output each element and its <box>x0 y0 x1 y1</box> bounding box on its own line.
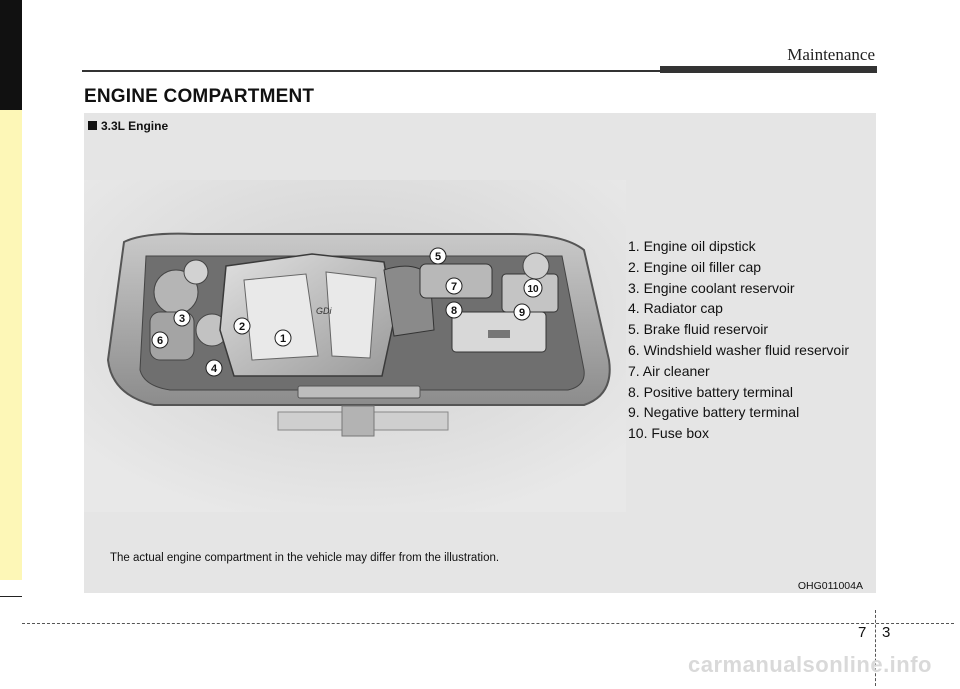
section-label: Maintenance <box>787 45 875 64</box>
header-rule-thin <box>82 70 662 72</box>
legend-item: 1. Engine oil dipstick <box>628 238 756 254</box>
svg-text:10: 10 <box>527 284 539 295</box>
callout-4 <box>206 360 222 376</box>
callout-3 <box>174 310 190 326</box>
callout-2 <box>234 318 250 334</box>
callout-1 <box>275 330 291 346</box>
legend-item: 5. Brake fluid reservoir <box>628 321 769 338</box>
svg-text:9: 9 <box>518 307 526 319</box>
figure-subheading-text: 3.3L Engine <box>101 119 169 133</box>
legend-item: 3. Engine coolant reservoir <box>628 279 795 296</box>
callout-7 <box>446 278 462 294</box>
callout-5 <box>430 248 446 264</box>
figure-code: OHG011004A <box>797 580 863 592</box>
svg-text:1: 1 <box>279 333 287 345</box>
engine-compartment-illustration <box>84 180 626 512</box>
callout-8 <box>446 302 462 318</box>
chapter-tab-yellow <box>0 110 22 580</box>
square-bullet-icon <box>88 121 97 130</box>
svg-text:4: 4 <box>210 363 218 375</box>
figure-subheading <box>88 119 168 133</box>
svg-text:3: 3 <box>178 313 186 325</box>
watermark: carmanualsonline.info <box>688 652 932 677</box>
legend-item: 10. Fuse box <box>628 425 709 442</box>
chapter-tab-black <box>0 0 22 110</box>
gdi-badge: GDi <box>316 306 332 316</box>
page-number: 3 <box>882 624 891 641</box>
callout-9 <box>514 304 530 320</box>
svg-text:8: 8 <box>450 305 458 317</box>
callout-6 <box>152 332 168 348</box>
svg-text:7: 7 <box>450 281 458 293</box>
chapter-number: 7 <box>858 624 867 641</box>
legend-item: 4. Radiator cap <box>628 300 723 317</box>
svg-text:6: 6 <box>156 335 164 347</box>
footer-dashed-rule <box>22 623 954 624</box>
page-title: ENGINE COMPARTMENT <box>84 86 315 107</box>
header-rule-thick <box>660 66 877 73</box>
legend-item: 7. Air cleaner <box>628 362 710 379</box>
legend-item: 9. Negative battery terminal <box>628 404 800 421</box>
svg-text:2: 2 <box>238 321 246 333</box>
component-legend <box>628 236 849 444</box>
svg-text:5: 5 <box>434 251 442 263</box>
legend-item: 6. Windshield washer fluid reservoir <box>628 341 849 358</box>
figure-disclaimer: The actual engine compartment in the vehicle may differ from the illustration. <box>110 552 500 564</box>
legend-item: 2. Engine oil filler cap <box>628 258 762 275</box>
legend-item: 8. Positive battery terminal <box>628 383 793 400</box>
callout-10 <box>524 279 542 297</box>
chapter-tab-divider <box>0 596 22 597</box>
